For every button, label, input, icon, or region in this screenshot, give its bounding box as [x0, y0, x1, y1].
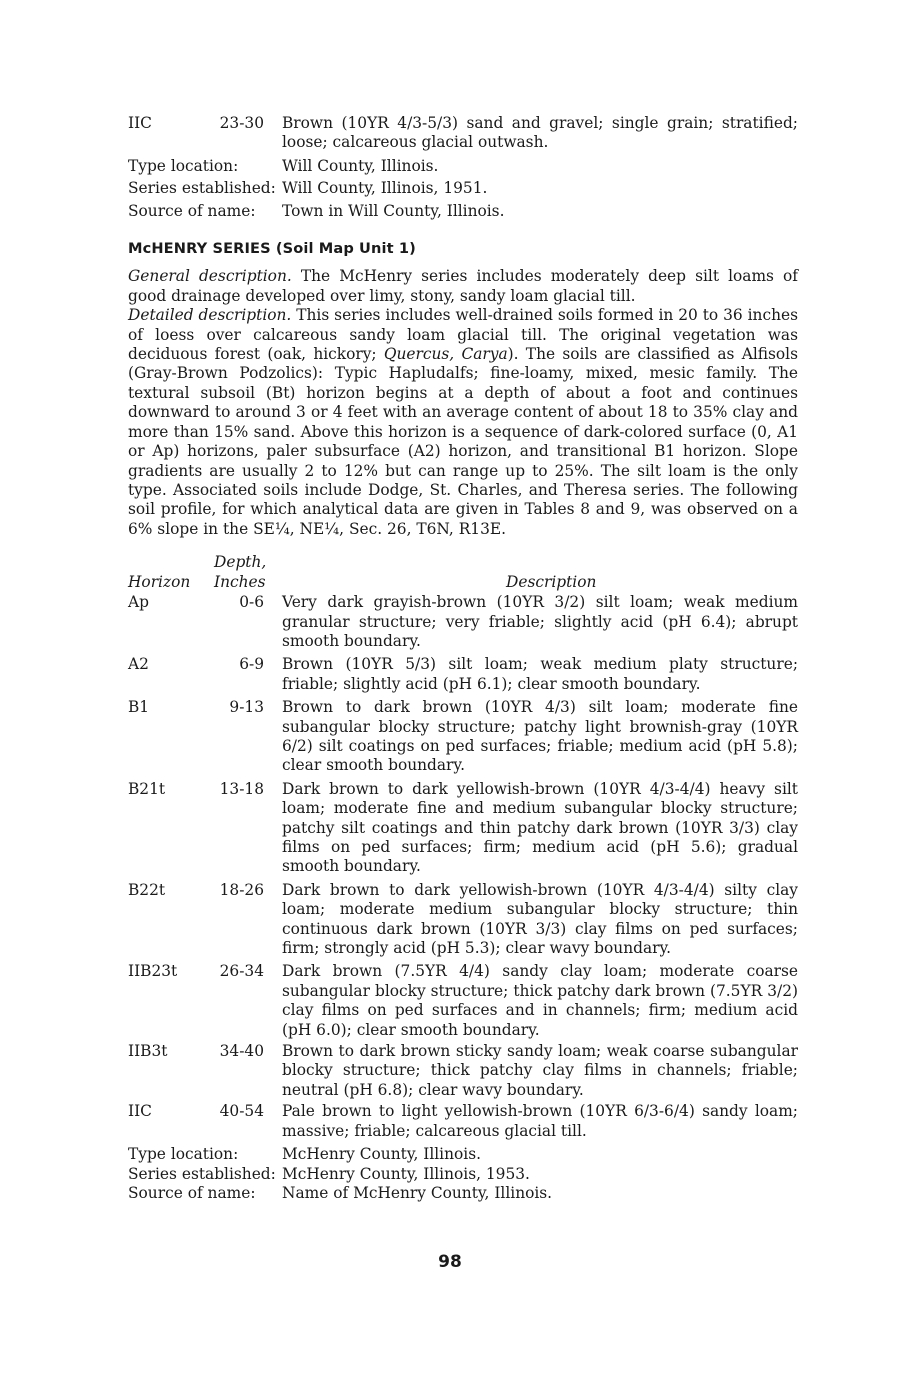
horizon-description: Dark brown (7.5YR 4/4) sandy clay loam; moderate coarse subangular blocky structure; thick patchy dark brown (7.5YR 3/2) clay films on ped surfaces and in channels; firm; medium acid (pH 6.0); clear smooth boundary.: [282, 962, 798, 1039]
profile-row: [128, 698, 798, 776]
meta-key: Source of name:: [128, 1183, 256, 1202]
horizon-label: IIB23t: [128, 962, 178, 981]
profile-row: [128, 881, 798, 959]
detailed-text-a: This series includes well-drained soils formed in 20 to 36 inches of loess over calcareous sandy loam glacial till. The original vegetation was deciduous forest (oak, hickory;: [128, 306, 798, 364]
meta-value: Will County, Illinois, 1951.: [282, 179, 488, 198]
profile-row: [128, 780, 798, 877]
horizon-description: Pale brown to light yellowish-brown (10YR 6/3-6/4) sandy loam; massive; friable; calcareous glacial till.: [282, 1102, 798, 1140]
horizon-description: Very dark grayish-brown (10YR 3/2) silt loam; weak medium granular structure; very friable; slightly acid (pH 6.4); abrupt smooth boundary.: [282, 593, 798, 650]
meta-key: Source of name:: [128, 201, 256, 220]
horizon-description: Brown (10YR 4/3-5/3) sand and gravel; single grain; stratified; loose; calcareous glacial outwash.: [282, 114, 798, 152]
detailed-description: [128, 306, 798, 539]
series-title: McHENRY SERIES (Soil Map Unit 1): [128, 240, 416, 258]
meta-row: [128, 1184, 798, 1203]
meta-value: McHenry County, Illinois.: [282, 1145, 481, 1164]
meta-key: Type location:: [128, 156, 239, 175]
horizon-label: B22t: [128, 880, 166, 899]
meta-value: Name of McHenry County, Illinois.: [282, 1183, 553, 1202]
horizon-description: Brown (10YR 5/3) silt loam; weak medium platy structure; friable; slightly acid (pH 6.1); clear smooth boundary.: [282, 655, 798, 693]
horizon-label: IIC: [128, 1102, 152, 1121]
meta-row: [128, 1145, 798, 1164]
meta-row: [128, 1165, 798, 1184]
profile-row: [128, 1042, 798, 1100]
meta-row: [128, 157, 798, 176]
horizon-description: Dark brown to dark yellowish-brown (10YR 4/3-4/4) heavy silt loam; moderate fine and medium subangular blocky structure; patchy silt coatings and thin patchy dark brown (10YR 3/3) clay films on ped surfaces; firm; medium acid (pH 5.6); gradual smooth boundary.: [282, 779, 798, 876]
horizon-label: IIC: [128, 114, 152, 132]
meta-value: McHenry County, Illinois, 1953.: [282, 1164, 530, 1183]
depth-value: 34-40: [219, 1042, 264, 1061]
general-label: General description.: [128, 267, 292, 286]
horizon-label: B21t: [128, 779, 166, 798]
horizon-label: Ap: [128, 593, 149, 612]
horizon-label: A2: [128, 655, 149, 674]
profile-row: [128, 655, 798, 694]
detailed-text-b: ). The soils are classified as Alfisols (Gray-Brown Podzolics): Typic Hapludalfs; fine-loamy, mixed, mesic family. The textural subsoil (Bt) horizon begins at a depth of about a foot and continues downward to around 3 or 4 feet with an average content of about 18 to 35% clay and more than 15% sand. Above this horizon is a sequence of dark-colored surface (0, A1 or Ap) horizons, paler subsurface (A2) horizon, and transitional B1 horizon. Slope gradients are usually 2 to 12% but can range up to 25%. The silt loam is the only type. Associated soils include Dodge, St. Charles, and Theresa series. The following soil profile, for which analytical data are given in Tables 8 and 9, was observed on a 6% slope in the SE¼, NE¼, Sec. 26, T6N, R13E.: [128, 345, 798, 538]
general-text: The McHenry series includes moderately deep silt loams of good drainage developed over limy, stony, sandy loam glacial till.: [128, 267, 798, 305]
profile-row: [128, 1102, 798, 1141]
horizon-label: IIB3t: [128, 1042, 168, 1061]
header-description: Description: [506, 573, 597, 592]
depth-value: 0-6: [239, 593, 264, 612]
header-depth: Depth,: [214, 553, 267, 572]
horizon-description: Brown to dark brown (10YR 4/3) silt loam; moderate fine subangular blocky structure; patchy light brownish-gray (10YR 6/2) silt coatings on ped surfaces; friable; medium acid (pH 5.8); clear smooth boundary.: [282, 698, 798, 775]
meta-value: Town in Will County, Illinois.: [282, 201, 505, 220]
profile-row: [128, 114, 798, 153]
meta-row: [128, 202, 798, 221]
detailed-italic: Quercus, Carya: [383, 345, 508, 364]
header-inches: Inches: [214, 573, 266, 592]
depth-value: 9-13: [229, 698, 264, 717]
horizon-description: Brown to dark brown sticky sandy loam; weak coarse subangular blocky structure; thick patchy clay films in channels; friable; neutral (pH 6.8); clear wavy boundary.: [282, 1042, 798, 1099]
meta-row: [128, 179, 798, 198]
profile-row: [128, 962, 798, 1040]
horizon-label: B1: [128, 698, 150, 717]
page-content: [128, 114, 798, 1203]
meta-key: Type location:: [128, 1145, 239, 1164]
header-horizon: Horizon: [128, 573, 191, 592]
meta-value: Will County, Illinois.: [282, 156, 439, 175]
horizon-description: Dark brown to dark yellowish-brown (10YR 4/3-4/4) silty clay loam; moderate medium subangular blocky structure; thin continuous dark brown (10YR 3/3) clay films on ped surfaces; firm; strongly acid (pH 5.3); clear wavy boundary.: [282, 880, 798, 958]
profile-row: [128, 593, 798, 651]
meta-key: Series established:: [128, 1164, 276, 1183]
detailed-label: Detailed description.: [128, 306, 292, 325]
depth-value: 26-34: [219, 962, 264, 981]
general-description: [128, 267, 798, 306]
depth-value: 6-9: [239, 655, 264, 674]
depth-value: 23-30: [219, 114, 264, 132]
depth-value: 40-54: [219, 1102, 264, 1121]
depth-value: 13-18: [219, 779, 264, 798]
table-header: [128, 553, 798, 593]
depth-value: 18-26: [219, 880, 264, 899]
meta-key: Series established:: [128, 179, 276, 198]
page-number: 98: [438, 1252, 462, 1272]
